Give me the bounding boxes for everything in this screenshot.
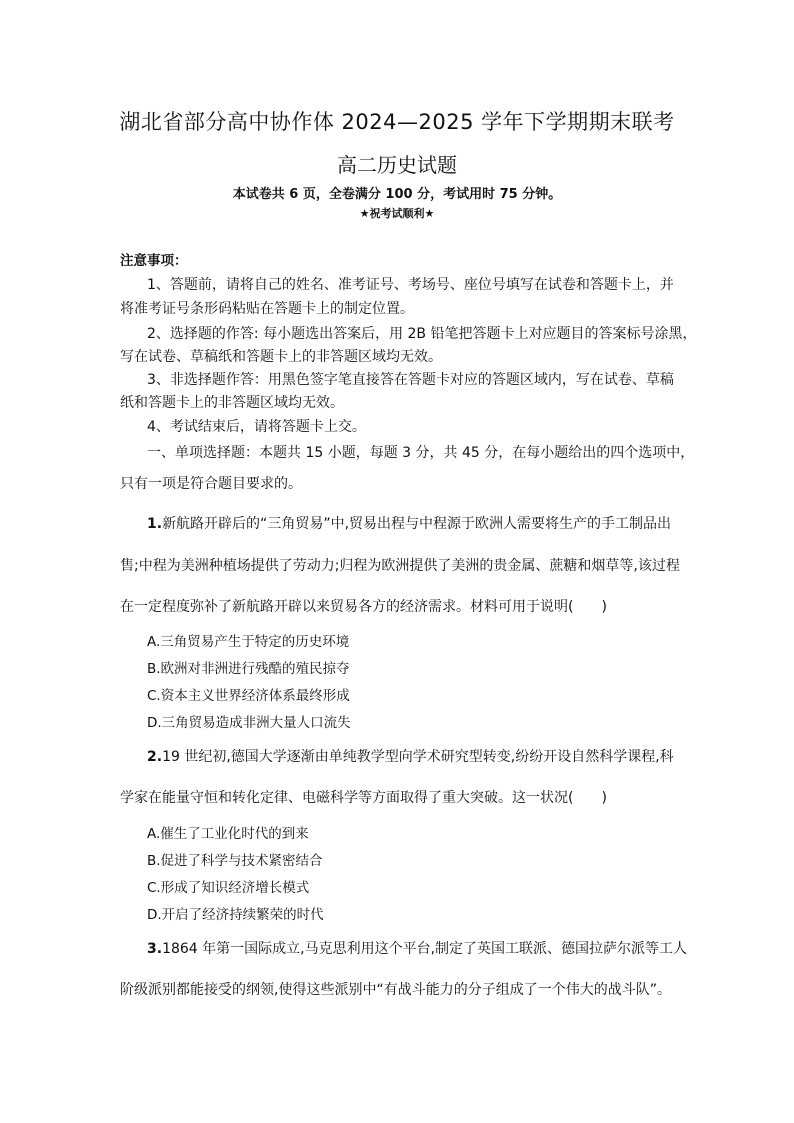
note-4: 4、考试结束后，请将答题卡上交。 bbox=[147, 419, 366, 435]
question-1-number: 1. bbox=[147, 516, 163, 532]
note-3-line-1: 3、非选择题作答：用黑色签字笔直接答在答题卡对应的答题区域内，写在试卷、草稿 bbox=[147, 372, 674, 388]
question-2-option-d: D.开启了经济持续繁荣的时代 bbox=[147, 907, 324, 923]
question-1-option-a: A.三角贸易产生于特定的历史环境 bbox=[147, 634, 350, 650]
notes-heading: 注意事项： bbox=[120, 253, 188, 269]
section-intro-line-1: 一、单项选择题：本题共 15 小题，每题 3 分，共 45 分，在每小题给出的四个选项中， bbox=[147, 445, 695, 461]
question-1-option-d: D.三角贸易造成非洲大量人口流失 bbox=[147, 715, 351, 731]
question-2-line-1 bbox=[147, 747, 674, 767]
question-3-number: 3. bbox=[147, 941, 163, 957]
question-1-line-2: 售;中程为美洲种植场提供了劳动力;归程为欧洲提供了美洲的贵金属、蔗糖和烟草等,该过程 bbox=[120, 558, 680, 574]
question-1-option-b: B.欧洲对非洲进行残酷的殖民掠夺 bbox=[147, 661, 350, 677]
question-1-line-1 bbox=[147, 514, 671, 534]
good-luck-line: ★祝考试顺利★ bbox=[359, 207, 435, 220]
question-1-text: 新航路开辟后的“三角贸易”中,贸易出程与中程源于欧洲人需要将生产的手工制品出 bbox=[162, 516, 672, 532]
note-1-line-2: 将准考证号条形码粘贴在答题卡上的制定位置。 bbox=[120, 301, 414, 317]
exam-subtitle: 高二历史试题 bbox=[337, 153, 457, 177]
question-2-option-b: B.促进了科学与技术紧密结合 bbox=[147, 853, 323, 869]
question-3-text: 1864 年第一国际成立,马克思利用这个平台,制定了英国工联派、德国拉萨尔派等工人 bbox=[162, 941, 688, 957]
note-2-line-1: 2、选择题的作答: 每小题选出答案后，用 2B 铅笔把答题卡上对应题目的答案标号涂黑， bbox=[147, 326, 697, 342]
note-3-line-2: 纸和答题卡上的非答题区域均无效。 bbox=[120, 395, 344, 411]
question-1-line-3: 在一定程度弥补了新航路开辟以来贸易各方的经济需求。材料可用于说明( ) bbox=[120, 599, 607, 615]
question-2-line-2: 学家在能量守恒和转化定律、电磁科学等方面取得了重大突破。这一状况( ) bbox=[120, 790, 607, 806]
note-1-line-1: 1、答题前，请将自己的姓名、准考证号、考场号、座位号填写在试卷和答题卡上，并 bbox=[147, 277, 674, 293]
question-3-line-1 bbox=[147, 939, 687, 959]
exam-title: 湖北省部分高中协作体 2024—2025 学年下学期期末联考 bbox=[119, 110, 675, 134]
question-1-option-c: C.资本主义世界经济体系最终形成 bbox=[147, 688, 350, 704]
question-3-line-2: 阶级派别都能接受的纲领,使得这些派别中“有战斗能力的分子组成了一个伟大的战斗队”。 bbox=[120, 982, 671, 998]
note-2-line-2: 写在试卷、草稿纸和答题卡上的非答题区域均无效。 bbox=[120, 349, 442, 365]
question-2-number: 2. bbox=[147, 749, 163, 765]
question-2-text: 19 世纪初,德国大学逐渐由单纯教学型向学术研究型转变,纷纷开设自然科学课程,科 bbox=[162, 749, 674, 765]
question-2-option-a: A.催生了工业化时代的到来 bbox=[147, 826, 309, 842]
question-2-option-c: C.形成了知识经济增长模式 bbox=[147, 880, 310, 896]
exam-info: 本试卷共 6 页，全卷满分 100 分，考试用时 75 分钟。 bbox=[232, 187, 562, 202]
section-intro-line-2: 只有一项是符合题目要求的。 bbox=[120, 476, 302, 492]
